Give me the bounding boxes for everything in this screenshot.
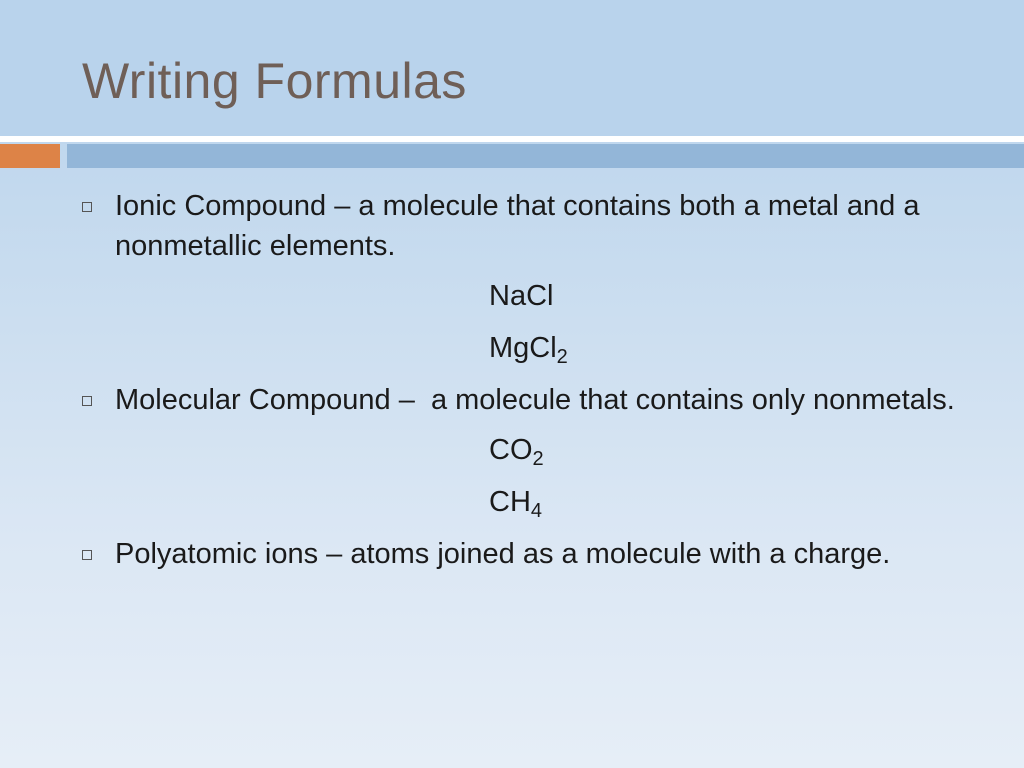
hollow-square-bullet-icon [82, 396, 92, 406]
hollow-square-bullet-icon [82, 550, 92, 560]
hollow-square-bullet-icon [82, 202, 92, 212]
formula-line [489, 276, 980, 316]
formula-base: CH [489, 486, 531, 518]
bullet-item-ionic-compound [80, 186, 980, 266]
formula-line [489, 430, 980, 470]
bullet-text: Molecular Compound – a molecule that contains only nonmetals. [115, 384, 955, 416]
formula-base: NaCl [489, 280, 554, 312]
bullet-item-polyatomic-ions [80, 534, 980, 574]
accent-bar-orange [0, 144, 60, 168]
formula-subscript: 2 [556, 346, 568, 368]
formula-line [489, 482, 980, 522]
accent-bar-blue [67, 144, 1024, 168]
bullet-text: Ionic Compound – a molecule that contains both a metal and a nonmetallic elements. [115, 190, 920, 262]
formula-line [489, 328, 980, 368]
bullet-item-molecular-compound [80, 380, 980, 420]
formula-base: MgCl [489, 332, 557, 364]
bullet-text: Polyatomic ions – atoms joined as a molecule with a charge. [115, 538, 891, 570]
formula-subscript: 4 [530, 500, 543, 522]
slide-title: Writing Formulas [82, 53, 467, 109]
title-divider-white [0, 136, 1024, 142]
slide-content [80, 186, 980, 584]
formula-base: CO [489, 434, 533, 466]
formula-subscript: 2 [532, 448, 544, 470]
title-area [0, 0, 1024, 136]
